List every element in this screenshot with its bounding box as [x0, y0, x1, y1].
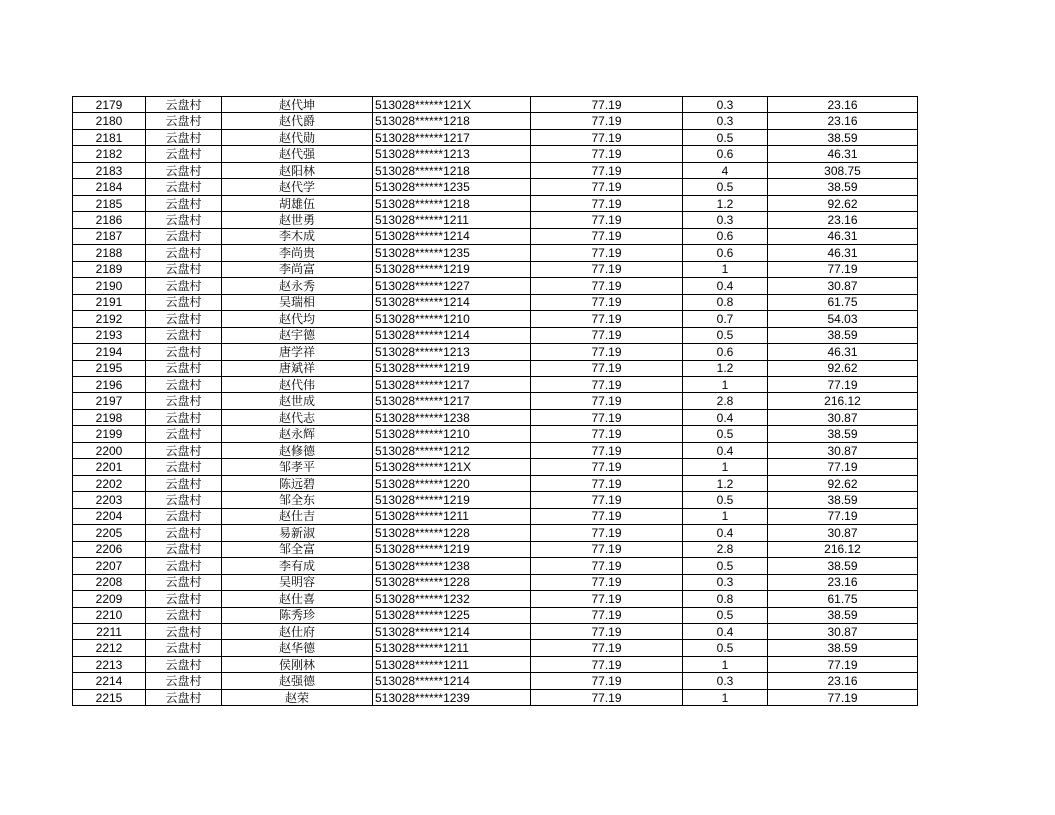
area-cell: 0.5 [683, 607, 768, 623]
name-cell: 陈秀珍 [222, 607, 373, 623]
area-cell: 1 [683, 689, 768, 705]
id-number-cell: 513028******1238 [373, 409, 531, 425]
row-number-cell: 2207 [73, 558, 146, 574]
row-number-cell: 2195 [73, 360, 146, 376]
rate-cell: 77.19 [531, 228, 683, 244]
village-cell: 云盘村 [146, 409, 222, 425]
amount-cell: 38.59 [768, 558, 918, 574]
amount-cell: 30.87 [768, 278, 918, 294]
id-number-cell: 513028******121X [373, 459, 531, 475]
amount-cell: 216.12 [768, 541, 918, 557]
name-cell: 赵世成 [222, 393, 373, 409]
id-number-cell: 513028******1225 [373, 607, 531, 623]
area-cell: 1 [683, 656, 768, 672]
table-row [73, 360, 918, 376]
table-row [73, 624, 918, 640]
row-number-cell: 2179 [73, 97, 146, 113]
row-number-cell: 2180 [73, 113, 146, 129]
area-cell: 0.5 [683, 179, 768, 195]
name-cell: 赵仕府 [222, 624, 373, 640]
row-number-cell: 2205 [73, 525, 146, 541]
rate-cell: 77.19 [531, 311, 683, 327]
rate-cell: 77.19 [531, 376, 683, 392]
rate-cell: 77.19 [531, 558, 683, 574]
rate-cell: 77.19 [531, 607, 683, 623]
rate-cell: 77.19 [531, 113, 683, 129]
table-row [73, 459, 918, 475]
row-number-cell: 2204 [73, 508, 146, 524]
name-cell: 赵修德 [222, 442, 373, 458]
amount-cell: 30.87 [768, 442, 918, 458]
row-number-cell: 2189 [73, 261, 146, 277]
table-row [73, 492, 918, 508]
name-cell: 赵强德 [222, 673, 373, 689]
village-cell: 云盘村 [146, 591, 222, 607]
area-cell: 1.2 [683, 195, 768, 211]
area-cell: 0.5 [683, 558, 768, 574]
id-number-cell: 513028******1218 [373, 162, 531, 178]
row-number-cell: 2193 [73, 327, 146, 343]
village-cell: 云盘村 [146, 376, 222, 392]
village-cell: 云盘村 [146, 245, 222, 261]
amount-cell: 54.03 [768, 311, 918, 327]
name-cell: 赵荣 [222, 689, 373, 705]
table-row [73, 278, 918, 294]
amount-cell: 77.19 [768, 689, 918, 705]
rate-cell: 77.19 [531, 475, 683, 491]
amount-cell: 77.19 [768, 376, 918, 392]
rate-cell: 77.19 [531, 525, 683, 541]
amount-cell: 38.59 [768, 607, 918, 623]
table-row [73, 426, 918, 442]
rate-cell: 77.19 [531, 212, 683, 228]
village-cell: 云盘村 [146, 640, 222, 656]
row-number-cell: 2197 [73, 393, 146, 409]
id-number-cell: 513028******1235 [373, 179, 531, 195]
row-number-cell: 2182 [73, 146, 146, 162]
village-cell: 云盘村 [146, 294, 222, 310]
row-number-cell: 2198 [73, 409, 146, 425]
table-row [73, 558, 918, 574]
amount-cell: 30.87 [768, 525, 918, 541]
amount-cell: 77.19 [768, 261, 918, 277]
amount-cell: 61.75 [768, 591, 918, 607]
village-cell: 云盘村 [146, 261, 222, 277]
name-cell: 赵代学 [222, 179, 373, 195]
rate-cell: 77.19 [531, 624, 683, 640]
name-cell: 侯刚林 [222, 656, 373, 672]
amount-cell: 46.31 [768, 228, 918, 244]
amount-cell: 92.62 [768, 360, 918, 376]
amount-cell: 38.59 [768, 129, 918, 145]
row-number-cell: 2201 [73, 459, 146, 475]
table-row [73, 656, 918, 672]
table-row [73, 508, 918, 524]
amount-cell: 38.59 [768, 426, 918, 442]
village-cell: 云盘村 [146, 442, 222, 458]
row-number-cell: 2192 [73, 311, 146, 327]
amount-cell: 38.59 [768, 327, 918, 343]
table-row [73, 442, 918, 458]
amount-cell: 23.16 [768, 97, 918, 113]
id-number-cell: 513028******1214 [373, 624, 531, 640]
id-number-cell: 513028******1217 [373, 129, 531, 145]
village-cell: 云盘村 [146, 508, 222, 524]
table-row [73, 195, 918, 211]
village-cell: 云盘村 [146, 525, 222, 541]
area-cell: 0.5 [683, 640, 768, 656]
village-cell: 云盘村 [146, 162, 222, 178]
area-cell: 0.3 [683, 574, 768, 590]
rate-cell: 77.19 [531, 261, 683, 277]
amount-cell: 30.87 [768, 409, 918, 425]
name-cell: 赵代伟 [222, 376, 373, 392]
id-number-cell: 513028******1219 [373, 261, 531, 277]
name-cell: 赵永辉 [222, 426, 373, 442]
id-number-cell: 513028******1218 [373, 195, 531, 211]
village-cell: 云盘村 [146, 179, 222, 195]
id-number-cell: 513028******1228 [373, 525, 531, 541]
rate-cell: 77.19 [531, 459, 683, 475]
row-number-cell: 2202 [73, 475, 146, 491]
name-cell: 李有成 [222, 558, 373, 574]
rate-cell: 77.19 [531, 656, 683, 672]
id-number-cell: 513028******1210 [373, 311, 531, 327]
row-number-cell: 2215 [73, 689, 146, 705]
rate-cell: 77.19 [531, 294, 683, 310]
area-cell: 0.7 [683, 311, 768, 327]
name-cell: 赵仕喜 [222, 591, 373, 607]
table-row [73, 525, 918, 541]
area-cell: 1.2 [683, 475, 768, 491]
row-number-cell: 2212 [73, 640, 146, 656]
name-cell: 赵世勇 [222, 212, 373, 228]
name-cell: 吴明容 [222, 574, 373, 590]
id-number-cell: 513028******1219 [373, 541, 531, 557]
rate-cell: 77.19 [531, 146, 683, 162]
area-cell: 0.6 [683, 228, 768, 244]
area-cell: 0.4 [683, 409, 768, 425]
rate-cell: 77.19 [531, 245, 683, 261]
area-cell: 0.4 [683, 525, 768, 541]
village-cell: 云盘村 [146, 97, 222, 113]
village-cell: 云盘村 [146, 311, 222, 327]
id-number-cell: 513028******1211 [373, 212, 531, 228]
table-row [73, 245, 918, 261]
village-cell: 云盘村 [146, 212, 222, 228]
amount-cell: 30.87 [768, 624, 918, 640]
village-cell: 云盘村 [146, 656, 222, 672]
table-row [73, 146, 918, 162]
table-row [73, 327, 918, 343]
table-row [73, 311, 918, 327]
rate-cell: 77.19 [531, 591, 683, 607]
id-number-cell: 513028******1217 [373, 376, 531, 392]
area-cell: 0.3 [683, 113, 768, 129]
table-row [73, 409, 918, 425]
area-cell: 2.8 [683, 541, 768, 557]
row-number-cell: 2187 [73, 228, 146, 244]
id-number-cell: 513028******1211 [373, 508, 531, 524]
village-cell: 云盘村 [146, 459, 222, 475]
rate-cell: 77.19 [531, 574, 683, 590]
table-row [73, 475, 918, 491]
rate-cell: 77.19 [531, 673, 683, 689]
area-cell: 1 [683, 508, 768, 524]
id-number-cell: 513028******1212 [373, 442, 531, 458]
rate-cell: 77.19 [531, 179, 683, 195]
name-cell: 赵宇德 [222, 327, 373, 343]
id-number-cell: 513028******1210 [373, 426, 531, 442]
area-cell: 2.8 [683, 393, 768, 409]
name-cell: 邹孝平 [222, 459, 373, 475]
area-cell: 0.5 [683, 426, 768, 442]
row-number-cell: 2186 [73, 212, 146, 228]
id-number-cell: 513028******1213 [373, 146, 531, 162]
village-cell: 云盘村 [146, 393, 222, 409]
amount-cell: 61.75 [768, 294, 918, 310]
name-cell: 吴瑞相 [222, 294, 373, 310]
id-number-cell: 513028******1214 [373, 673, 531, 689]
village-cell: 云盘村 [146, 624, 222, 640]
name-cell: 赵阳林 [222, 162, 373, 178]
id-number-cell: 513028******1211 [373, 640, 531, 656]
rate-cell: 77.19 [531, 327, 683, 343]
amount-cell: 46.31 [768, 344, 918, 360]
name-cell: 陈远碧 [222, 475, 373, 491]
name-cell: 易新淑 [222, 525, 373, 541]
area-cell: 0.3 [683, 212, 768, 228]
table-row [73, 591, 918, 607]
rate-cell: 77.19 [531, 492, 683, 508]
area-cell: 1 [683, 459, 768, 475]
area-cell: 1 [683, 261, 768, 277]
id-number-cell: 513028******1219 [373, 360, 531, 376]
area-cell: 0.4 [683, 624, 768, 640]
id-number-cell: 513028******1217 [373, 393, 531, 409]
table-row [73, 97, 918, 113]
amount-cell: 38.59 [768, 179, 918, 195]
name-cell: 赵代爵 [222, 113, 373, 129]
amount-cell: 46.31 [768, 245, 918, 261]
table-row [73, 228, 918, 244]
row-number-cell: 2185 [73, 195, 146, 211]
table-row [73, 541, 918, 557]
amount-cell: 92.62 [768, 475, 918, 491]
id-number-cell: 513028******1228 [373, 574, 531, 590]
village-cell: 云盘村 [146, 558, 222, 574]
village-cell: 云盘村 [146, 360, 222, 376]
table-row [73, 673, 918, 689]
area-cell: 0.5 [683, 129, 768, 145]
rate-cell: 77.19 [531, 195, 683, 211]
row-number-cell: 2209 [73, 591, 146, 607]
row-number-cell: 2208 [73, 574, 146, 590]
amount-cell: 92.62 [768, 195, 918, 211]
id-number-cell: 513028******1213 [373, 344, 531, 360]
amount-cell: 77.19 [768, 508, 918, 524]
rate-cell: 77.19 [531, 508, 683, 524]
table-row [73, 129, 918, 145]
rate-cell: 77.19 [531, 541, 683, 557]
area-cell: 1 [683, 376, 768, 392]
table-row [73, 212, 918, 228]
row-number-cell: 2190 [73, 278, 146, 294]
area-cell: 0.8 [683, 294, 768, 310]
row-number-cell: 2194 [73, 344, 146, 360]
name-cell: 赵代志 [222, 409, 373, 425]
row-number-cell: 2213 [73, 656, 146, 672]
amount-cell: 23.16 [768, 673, 918, 689]
row-number-cell: 2181 [73, 129, 146, 145]
row-number-cell: 2184 [73, 179, 146, 195]
id-number-cell: 513028******1232 [373, 591, 531, 607]
id-number-cell: 513028******1214 [373, 228, 531, 244]
table-row [73, 640, 918, 656]
amount-cell: 23.16 [768, 574, 918, 590]
name-cell: 邹全东 [222, 492, 373, 508]
rate-cell: 77.19 [531, 442, 683, 458]
area-cell: 0.5 [683, 492, 768, 508]
name-cell: 李尚贵 [222, 245, 373, 261]
table-row [73, 294, 918, 310]
name-cell: 胡雄伍 [222, 195, 373, 211]
name-cell: 赵仕吉 [222, 508, 373, 524]
village-cell: 云盘村 [146, 327, 222, 343]
table-row [73, 344, 918, 360]
area-cell: 0.6 [683, 146, 768, 162]
village-cell: 云盘村 [146, 689, 222, 705]
table-row [73, 162, 918, 178]
village-cell: 云盘村 [146, 278, 222, 294]
village-cell: 云盘村 [146, 475, 222, 491]
rate-cell: 77.19 [531, 409, 683, 425]
row-number-cell: 2196 [73, 376, 146, 392]
id-number-cell: 513028******1235 [373, 245, 531, 261]
id-number-cell: 513028******1219 [373, 492, 531, 508]
name-cell: 赵华德 [222, 640, 373, 656]
table-body [73, 97, 918, 706]
name-cell: 李木成 [222, 228, 373, 244]
amount-cell: 23.16 [768, 113, 918, 129]
table-row [73, 113, 918, 129]
name-cell: 唐斌祥 [222, 360, 373, 376]
village-cell: 云盘村 [146, 195, 222, 211]
village-cell: 云盘村 [146, 607, 222, 623]
row-number-cell: 2200 [73, 442, 146, 458]
rate-cell: 77.19 [531, 426, 683, 442]
rate-cell: 77.19 [531, 360, 683, 376]
amount-cell: 38.59 [768, 492, 918, 508]
rate-cell: 77.19 [531, 97, 683, 113]
row-number-cell: 2191 [73, 294, 146, 310]
id-number-cell: 513028******1214 [373, 327, 531, 343]
rate-cell: 77.19 [531, 393, 683, 409]
rate-cell: 77.19 [531, 129, 683, 145]
table-row [73, 261, 918, 277]
amount-cell: 308.75 [768, 162, 918, 178]
table-row [73, 393, 918, 409]
name-cell: 赵代勋 [222, 129, 373, 145]
table-row [73, 376, 918, 392]
area-cell: 0.6 [683, 344, 768, 360]
village-cell: 云盘村 [146, 146, 222, 162]
amount-cell: 77.19 [768, 459, 918, 475]
table-row [73, 574, 918, 590]
village-cell: 云盘村 [146, 344, 222, 360]
village-cell: 云盘村 [146, 228, 222, 244]
name-cell: 邹全富 [222, 541, 373, 557]
id-number-cell: 513028******1220 [373, 475, 531, 491]
row-number-cell: 2214 [73, 673, 146, 689]
village-cell: 云盘村 [146, 541, 222, 557]
village-cell: 云盘村 [146, 492, 222, 508]
id-number-cell: 513028******121X [373, 97, 531, 113]
id-number-cell: 513028******1239 [373, 689, 531, 705]
rate-cell: 77.19 [531, 278, 683, 294]
amount-cell: 216.12 [768, 393, 918, 409]
table-row [73, 607, 918, 623]
area-cell: 0.5 [683, 327, 768, 343]
id-number-cell: 513028******1218 [373, 113, 531, 129]
rate-cell: 77.19 [531, 162, 683, 178]
name-cell: 赵代均 [222, 311, 373, 327]
data-table [72, 96, 918, 706]
area-cell: 0.4 [683, 442, 768, 458]
village-cell: 云盘村 [146, 129, 222, 145]
amount-cell: 46.31 [768, 146, 918, 162]
rate-cell: 77.19 [531, 344, 683, 360]
area-cell: 0.3 [683, 673, 768, 689]
area-cell: 1.2 [683, 360, 768, 376]
name-cell: 李尚富 [222, 261, 373, 277]
row-number-cell: 2203 [73, 492, 146, 508]
village-cell: 云盘村 [146, 574, 222, 590]
village-cell: 云盘村 [146, 113, 222, 129]
area-cell: 0.8 [683, 591, 768, 607]
id-number-cell: 513028******1211 [373, 656, 531, 672]
rate-cell: 77.19 [531, 689, 683, 705]
area-cell: 0.4 [683, 278, 768, 294]
row-number-cell: 2188 [73, 245, 146, 261]
row-number-cell: 2210 [73, 607, 146, 623]
rate-cell: 77.19 [531, 640, 683, 656]
village-cell: 云盘村 [146, 426, 222, 442]
name-cell: 唐学祥 [222, 344, 373, 360]
id-number-cell: 513028******1238 [373, 558, 531, 574]
name-cell: 赵代坤 [222, 97, 373, 113]
name-cell: 赵永秀 [222, 278, 373, 294]
id-number-cell: 513028******1227 [373, 278, 531, 294]
village-cell: 云盘村 [146, 673, 222, 689]
row-number-cell: 2206 [73, 541, 146, 557]
row-number-cell: 2183 [73, 162, 146, 178]
table-row [73, 179, 918, 195]
amount-cell: 38.59 [768, 640, 918, 656]
table-row [73, 689, 918, 705]
row-number-cell: 2211 [73, 624, 146, 640]
id-number-cell: 513028******1214 [373, 294, 531, 310]
area-cell: 0.3 [683, 97, 768, 113]
amount-cell: 77.19 [768, 656, 918, 672]
area-cell: 4 [683, 162, 768, 178]
amount-cell: 23.16 [768, 212, 918, 228]
row-number-cell: 2199 [73, 426, 146, 442]
area-cell: 0.6 [683, 245, 768, 261]
name-cell: 赵代强 [222, 146, 373, 162]
